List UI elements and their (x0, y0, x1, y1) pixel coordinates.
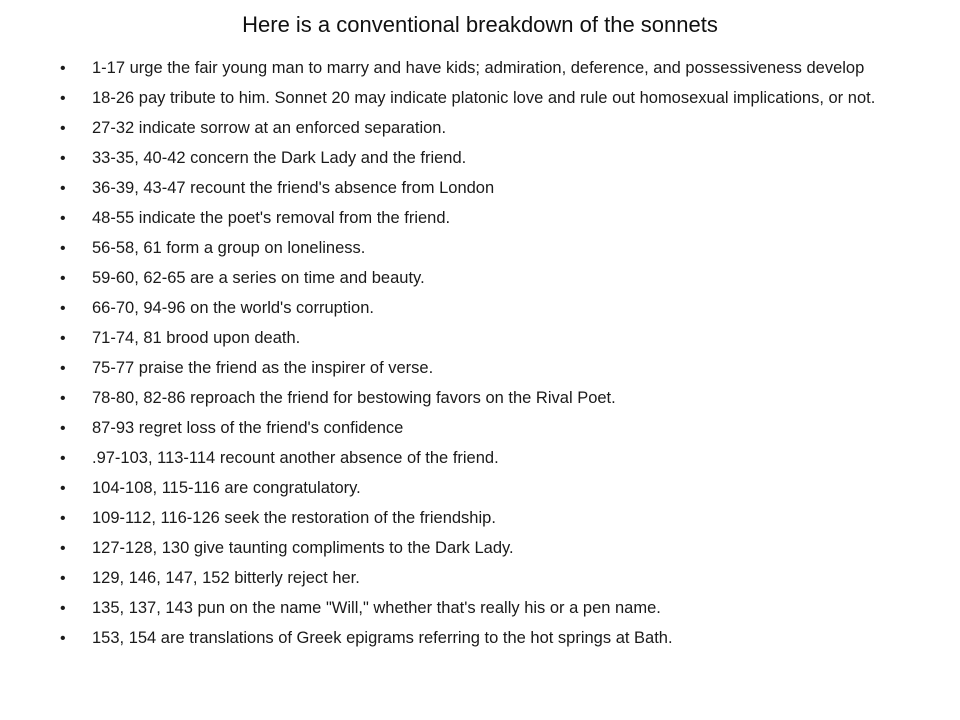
bullet-text: 48-55 indicate the poet's removal from the friend. (92, 209, 451, 227)
bullet-item (60, 538, 900, 559)
bullet-item (60, 388, 900, 409)
bullet-dot-icon: • (60, 570, 66, 587)
bullet-item (60, 628, 900, 649)
bullet-item (60, 568, 900, 589)
bullet-item (60, 448, 900, 469)
bullet-item (60, 328, 900, 349)
bullet-text: 59-60, 62-65 are a series on time and beauty. (92, 269, 425, 287)
bullet-dot-icon: • (60, 630, 66, 647)
bullet-item (60, 178, 900, 199)
bullet-item (60, 148, 900, 169)
bullet-text: 87-93 regret loss of the friend's confidence (92, 419, 404, 437)
bullet-text: 1-17 urge the fair young man to marry and have kids; admiration, deference, and possessiveness develop (92, 59, 865, 77)
bullet-dot-icon: • (60, 540, 66, 557)
bullet-dot-icon: • (60, 450, 66, 467)
bullet-dot-icon: • (60, 510, 66, 527)
bullet-text: 109-112, 116-126 seek the restoration of the friendship. (92, 509, 496, 527)
bullet-text: 75-77 praise the friend as the inspirer of verse. (92, 359, 434, 377)
bullet-dot-icon: • (60, 150, 66, 167)
bullet-item (60, 298, 900, 319)
bullet-text: 71-74, 81 brood upon death. (92, 329, 301, 347)
bullet-dot-icon: • (60, 60, 66, 77)
bullet-dot-icon: • (60, 600, 66, 617)
bullet-text: 33-35, 40-42 concern the Dark Lady and the friend. (92, 149, 467, 167)
bullet-text: 56-58, 61 form a group on loneliness. (92, 239, 366, 257)
bullet-text: 153, 154 are translations of Greek epigrams referring to the hot springs at Bath. (92, 629, 673, 647)
bullet-item (60, 118, 900, 139)
bullet-item (60, 208, 900, 229)
bullet-text: 78-80, 82-86 reproach the friend for bestowing favors on the Rival Poet. (92, 389, 616, 407)
bullet-dot-icon: • (60, 480, 66, 497)
bullet-text: 27-32 indicate sorrow at an enforced separation. (92, 119, 447, 137)
bullet-text: 66-70, 94-96 on the world's corruption. (92, 299, 374, 317)
bullet-dot-icon: • (60, 300, 66, 317)
bullet-item (60, 508, 900, 529)
bullet-dot-icon: • (60, 120, 66, 137)
bullet-dot-icon: • (60, 390, 66, 407)
bullet-item (60, 418, 900, 439)
bullet-dot-icon: • (60, 270, 66, 287)
bullet-text: .97-103, 113-114 recount another absence of the friend. (92, 449, 499, 467)
bullet-item (60, 358, 900, 379)
bullet-dot-icon: • (60, 180, 66, 197)
bullet-item (60, 598, 900, 619)
bullet-item (60, 478, 900, 499)
bullet-text: 36-39, 43-47 recount the friend's absence from London (92, 179, 495, 197)
bullet-text: 127-128, 130 give taunting compliments to the Dark Lady. (92, 539, 514, 557)
bullet-item (60, 238, 900, 259)
bullet-text: 104-108, 115-116 are congratulatory. (92, 479, 361, 497)
bullet-dot-icon: • (60, 360, 66, 377)
bullet-dot-icon: • (60, 210, 66, 227)
bullet-dot-icon: • (60, 240, 66, 257)
bullet-list (60, 58, 900, 658)
bullet-text: 135, 137, 143 pun on the name "Will," whether that's really his or a pen name. (92, 599, 661, 617)
bullet-item (60, 88, 900, 109)
bullet-item (60, 268, 900, 289)
bullet-text: 18-26 pay tribute to him. Sonnet 20 may indicate platonic love and rule out homosexual implications, or not. (92, 89, 876, 107)
slide-title: Here is a conventional breakdown of the sonnets (242, 12, 718, 37)
bullet-text: 129, 146, 147, 152 bitterly reject her. (92, 569, 360, 587)
bullet-dot-icon: • (60, 420, 66, 437)
bullet-item (60, 58, 900, 79)
bullet-dot-icon: • (60, 90, 66, 107)
bullet-dot-icon: • (60, 330, 66, 347)
